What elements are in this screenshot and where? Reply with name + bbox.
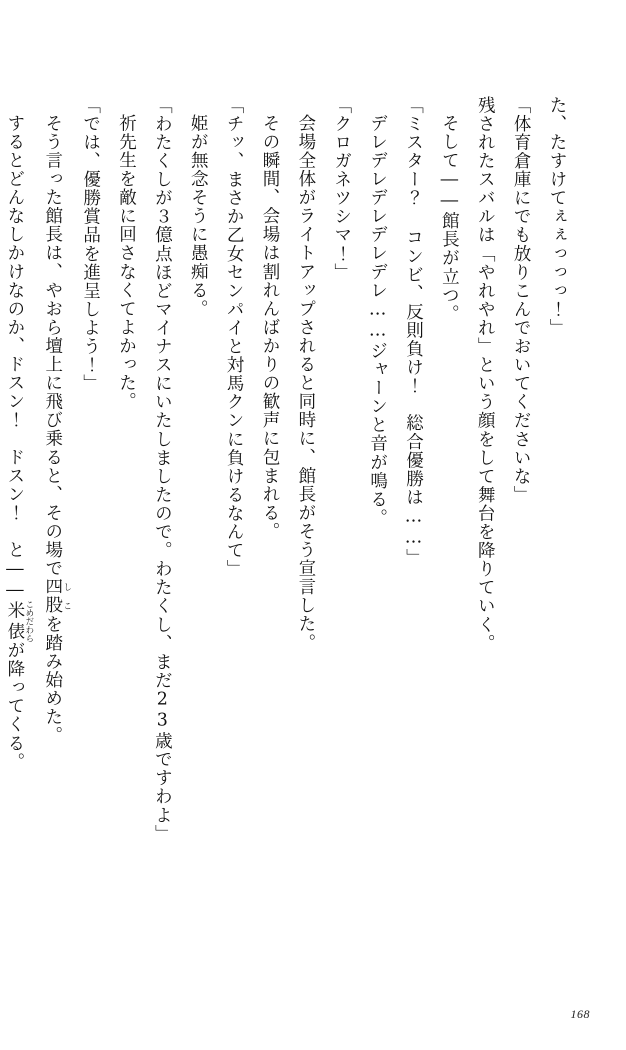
paragraph-13: 祈先生を敵に回さなくてよかった。 <box>116 113 137 411</box>
paragraph-10: 「チッ、まさか乙女センパイと対馬クンに負けるなんて」 <box>224 96 245 579</box>
paragraph-6: デレデレデレデレデレ……ジャーンと音が鳴る。 <box>367 113 388 527</box>
paragraph-7: 「クロガネツシマ！」 <box>331 96 352 282</box>
ruby-shiko: 四股 しこ <box>42 577 72 615</box>
ruby-komedawara: 米俵 こめだわら <box>4 599 34 642</box>
body-text <box>4 96 574 896</box>
paragraph-11: 姫が無念そうに愚痴る。 <box>188 113 209 318</box>
paragraph-2: 「体育倉庫にでも放りこんでおいてくださいな」 <box>511 96 532 505</box>
ruby-reading-komedawara: こめだわら <box>23 599 34 642</box>
paragraph-3: 残されたスバルは「やれやれ」という顔をして舞台を降りていく。 <box>475 96 496 653</box>
page-number: 168 <box>570 1007 590 1021</box>
paragraph-8: 会場全体がライトアップされると同時に、館長がそう宣言した。 <box>295 113 316 652</box>
paragraph-4: そして――館長が立つ。 <box>439 113 460 323</box>
paragraph-1: た、たすけてぇぇっっっ！」 <box>547 96 567 338</box>
paragraph-9: その瞬間、会場は割れんばかりの歓声に包まれる。 <box>260 113 280 541</box>
paragraph-12: 「わたくしが３億点ほどマイナスにいたしましたので。わたくし、まだ23歳ですわよ」 <box>152 96 173 843</box>
paragraph-5: 「ミスター？ コンビ、反則負け！ 総合優勝は……」 <box>403 96 424 568</box>
paragraph-16: するとどんなしかけなのか、ドスン！ ドスン！ と――米俵 こめだわらが降ってくる。 <box>4 113 34 771</box>
paragraph-15: そう言った館長は、やおら壇上に飛び乗ると、その場で四股 しこを踏み始めた。 <box>42 113 72 745</box>
paragraph-14: 「では、優勝賞品を進呈しよう！」 <box>80 96 101 393</box>
ruby-reading-shiko: しこ <box>61 577 72 615</box>
